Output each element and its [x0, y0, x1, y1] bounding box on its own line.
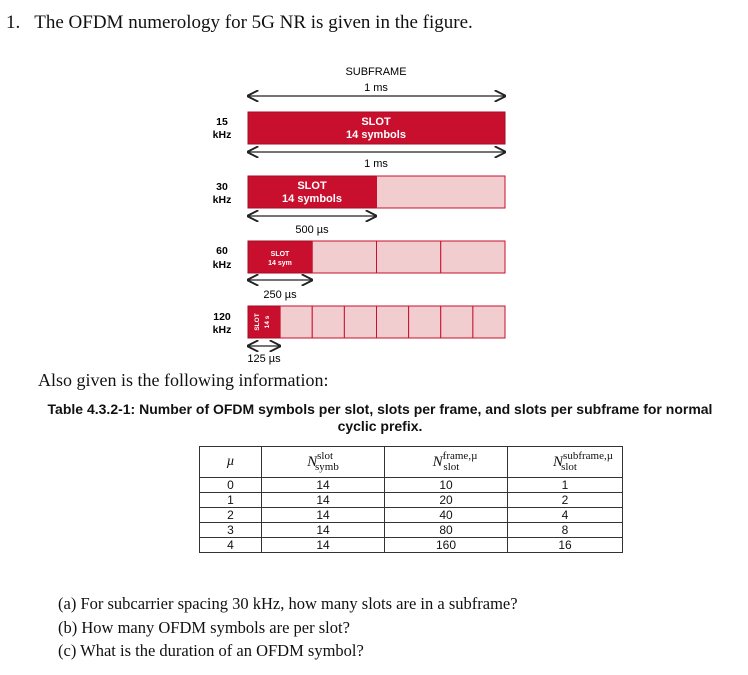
spacing-30-unit: kHz — [212, 194, 232, 206]
slot-label-30khz: SLOT — [297, 180, 327, 192]
table-row: 1 14 20 2 — [200, 493, 623, 508]
table-row: 3 14 80 8 — [200, 523, 623, 538]
subframe-label: SUBFRAME — [345, 66, 407, 78]
slot-cell-empty — [377, 241, 441, 273]
spacing-60-value: 60 — [216, 245, 228, 257]
sub-question-a: (a) For subcarrier spacing 30 kHz, how many slots are in a subframe? — [58, 594, 518, 613]
table-title-line2: cyclic prefix. — [337, 418, 423, 434]
slot-label-60khz: SLOT — [270, 251, 290, 258]
slot-cell-empty — [473, 306, 505, 338]
sub-question-c: (c) What is the duration of an OFDM symbol? — [58, 641, 364, 660]
slot-cell-empty — [377, 306, 409, 338]
table-row: 4 14 160 16 — [200, 538, 623, 553]
sub-question-b: (b) How many OFDM symbols are per slot? — [58, 618, 350, 637]
duration-500us: 500 µs — [295, 224, 329, 236]
duration-125us: 125 µs — [247, 353, 281, 365]
slot-label-120khz: SLOT — [254, 313, 261, 331]
spacing-15-value: 15 — [216, 116, 228, 128]
spacing-30-value: 30 — [216, 181, 228, 193]
spacing-120-unit: kHz — [212, 324, 232, 336]
slot-symbols-60khz: 14 sym — [268, 260, 292, 267]
also-given-text: Also given is the following information: — [38, 370, 329, 390]
slot-symbols-15khz: 14 symbols — [346, 129, 406, 141]
slot-symbols-120khz: 14 s — [264, 315, 271, 329]
question-text: The OFDM numerology for 5G NR is given in the figure. — [34, 12, 473, 33]
header-slots-per-frame: Nframe,µslot — [385, 447, 508, 478]
table-row: 0 14 10 1 — [200, 478, 623, 493]
slot-cell-empty — [441, 306, 473, 338]
slot-symbols-30khz: 14 symbols — [282, 193, 342, 205]
table-title — [40, 401, 720, 435]
numerology-table — [199, 446, 623, 553]
question-number: 1. — [6, 12, 21, 33]
slot-cell-empty — [377, 176, 506, 208]
table-title-line1: Table 4.3.2-1: Number of OFDM symbols per slot, slots per frame, and slots per subframe for normal — [47, 401, 713, 417]
spacing-120-value: 120 — [213, 311, 231, 323]
header-mu: µ — [200, 447, 262, 478]
slot-cell-empty — [441, 241, 505, 273]
duration-1ms-top: 1 ms — [364, 82, 388, 94]
slot-cell-empty — [344, 306, 376, 338]
header-slots-per-subframe: Nsubframe,µslot — [508, 447, 623, 478]
slot-cell-empty — [280, 306, 312, 338]
table-header-row — [200, 447, 623, 478]
duration-250us: 250 µs — [263, 289, 297, 301]
duration-1ms-bottom: 1 ms — [364, 158, 388, 170]
slot-cell-empty — [409, 306, 441, 338]
slot-label-15khz: SLOT — [361, 116, 391, 128]
table-row: 2 14 40 4 — [200, 508, 623, 523]
header-symbols-per-slot: Nslotsymb — [262, 447, 385, 478]
slot-cell-empty — [312, 306, 344, 338]
spacing-15-unit: kHz — [212, 129, 232, 141]
slot-cell-empty — [312, 241, 376, 273]
spacing-60-unit: kHz — [212, 259, 232, 271]
slot-cells-120khz — [248, 306, 505, 338]
